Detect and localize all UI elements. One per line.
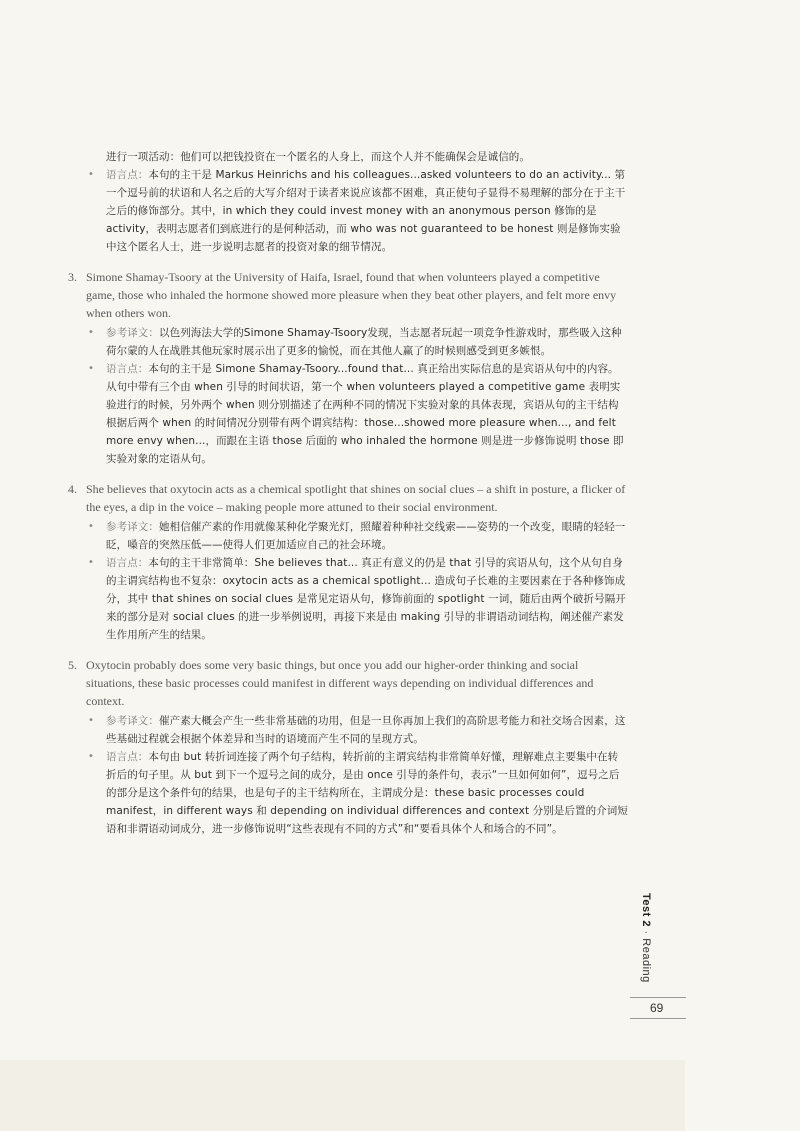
- translation-label: 参考译文：: [106, 715, 159, 727]
- translation-label: 参考译文：: [106, 521, 159, 533]
- note-label: 语言点：: [106, 363, 149, 375]
- note-bullet: [68, 166, 628, 256]
- bullet-icon: •: [88, 327, 94, 338]
- translation-text: 催产素大概会产生一些非常基础的功用，但是一旦你再加上我们的高阶思考能力和社交场合因素，这些基础过程就会根据个体差异和当时的语境而产生不同的呈现方式。: [106, 715, 626, 745]
- note-label: 语言点：: [106, 557, 149, 569]
- test-label: Test 2: [640, 893, 652, 927]
- item-number: 3.: [68, 270, 77, 284]
- sentence-english: [68, 268, 628, 322]
- note-text: 本句的主干是 Simone Shamay-Tsoory...found that... 真正给出实际信息的是宾语从句中的内容。从句中带有三个由 when 引导的时间状语，第一个 when volunteers played a competitive game 表明实验进行的时候，另外两个 when 则分别描述了在两种不同的情况下实验对象的具体表现，宾语从句的主干结构根据后两个 when 的时间情况分别带有两个谓宾结构：those...showed more pleasure when..., and felt more envy when...，而跟在主语 those 后面的 who inhaled the hormone 则是进一步修饰说明 those 即实验对象的定语从句。: [106, 363, 624, 465]
- sentence-item-4: [68, 480, 628, 644]
- item-number: 5.: [68, 658, 77, 672]
- note-bullet: [68, 360, 628, 468]
- translation-bullet: [68, 324, 628, 360]
- page-bottom-shade: [0, 1060, 685, 1131]
- sentence-item-3: [68, 268, 628, 468]
- translation-continuation: 进行一项活动：他们可以把钱投资在一个匿名的人身上，而这个人并不能确保会是诚信的。: [106, 151, 530, 163]
- section-side-tab: [640, 893, 652, 983]
- sentence-text: Simone Shamay-Tsoory at the University of Haifa, Israel, found that when volunteers played a competitive game, those who inhaled the hormone showed more pleasure when they beat other players, and felt more envy when others won.: [86, 270, 617, 320]
- sentence-english: [68, 656, 628, 710]
- note-label: 语言点：: [106, 751, 149, 763]
- page-number: 69: [650, 1001, 664, 1015]
- translation-bullet: [68, 712, 628, 748]
- translation-text: 她相信催产素的作用就像某种化学聚光灯，照耀着种种社交线索——姿势的一个改变，眼睛的轻轻一眨，嗓音的突然压低——使得人们更加适应自己的社会环境。: [106, 521, 626, 551]
- note-label: 语言点：: [106, 169, 149, 181]
- translation-label: 参考译文：: [106, 327, 159, 339]
- page-number-rule-bottom: [630, 1018, 686, 1019]
- translation-text: 以色列海法大学的Simone Shamay-Tsoory发现，当志愿者玩起一项竞争性游戏时，那些吸入这种荷尔蒙的人在战胜其他玩家时展示出了更多的愉悦，而在其他人赢了的时候则感受到更多嫉恨。: [106, 327, 622, 357]
- bullet-icon: •: [88, 715, 94, 726]
- sentence-item-5: [68, 656, 628, 838]
- translation-bullet: [68, 518, 628, 554]
- bullet-icon: •: [88, 169, 94, 180]
- item-number: 4.: [68, 482, 77, 496]
- bullet-icon: •: [88, 521, 94, 532]
- note-text: 本句的主干非常简单：She believes that... 真正有意义的仍是 that 引导的宾语从句，这个从句自身的主谓宾结构也不复杂：oxytocin acts as a chemical spotlight... 造成句子长难的主要因素在于各种修饰成分，其中 that shines on social clues 是常见定语从句，修饰前面的 spotlight 一词，随后由两个破折号隔开来的部分是对 social clues 的进一步举例说明，再接下来是由 making 引导的非谓语动词结构，阐述催产素发生作用所产生的结果。: [106, 557, 626, 641]
- sentence-english: [68, 480, 628, 516]
- tab-separator: ·: [640, 930, 652, 935]
- bullet-icon: •: [88, 363, 94, 374]
- section-label: Reading: [640, 938, 652, 983]
- sentence-text: She believes that oxytocin acts as a chemical spotlight that shines on social clues – a shift in posture, a flicker of the eyes, a dip in the voice – making people more attuned to their social environment.: [86, 482, 626, 514]
- bullet-icon: •: [88, 751, 94, 762]
- note-text: 本句的主干是 Markus Heinrichs and his colleagues...asked volunteers to do an activity... 第一个逗号前的状语和人名之后的大写介绍对于读者来说应该都不困难，真正使句子显得不易理解的部分在于主干之后的修饰部分。其中，in which they could invest money with an anonymous person 修饰的是 activity，表明志愿者们到底进行的是何种活动，而 who was not guaranteed to be honest 则是修饰实验中这个匿名人士，进一步说明志愿者的投资对象的细节情况。: [106, 169, 626, 253]
- note-text: 本句由 but 转折词连接了两个句子结构，转折前的主谓宾结构非常简单好懂，理解难点主要集中在转折后的句子里。从 but 到下一个逗号之间的成分，是由 once 引导的条件句，表示“一旦如何如何”，逗号之后的部分是这个条件句的结果，也是句子的主干结构所在，主谓成分是：these basic processes could manifest，in different ways 和 depending on individual differences and context 分别是后置的介词短语和非谓语动词成分，进一步修饰说明“这些表现有不同的方式”和“要看具体个人和场合的不同”。: [106, 751, 628, 835]
- note-bullet: [68, 748, 628, 838]
- sentence-text: Oxytocin probably does some very basic things, but once you add our higher-order thinking and social situations, these basic processes could manifest in different ways depending on individual differences and context.: [86, 658, 594, 708]
- bullet-icon: •: [88, 557, 94, 568]
- page-content: [68, 148, 628, 838]
- page-number-rule-top: [630, 997, 686, 998]
- note-bullet: [68, 554, 628, 644]
